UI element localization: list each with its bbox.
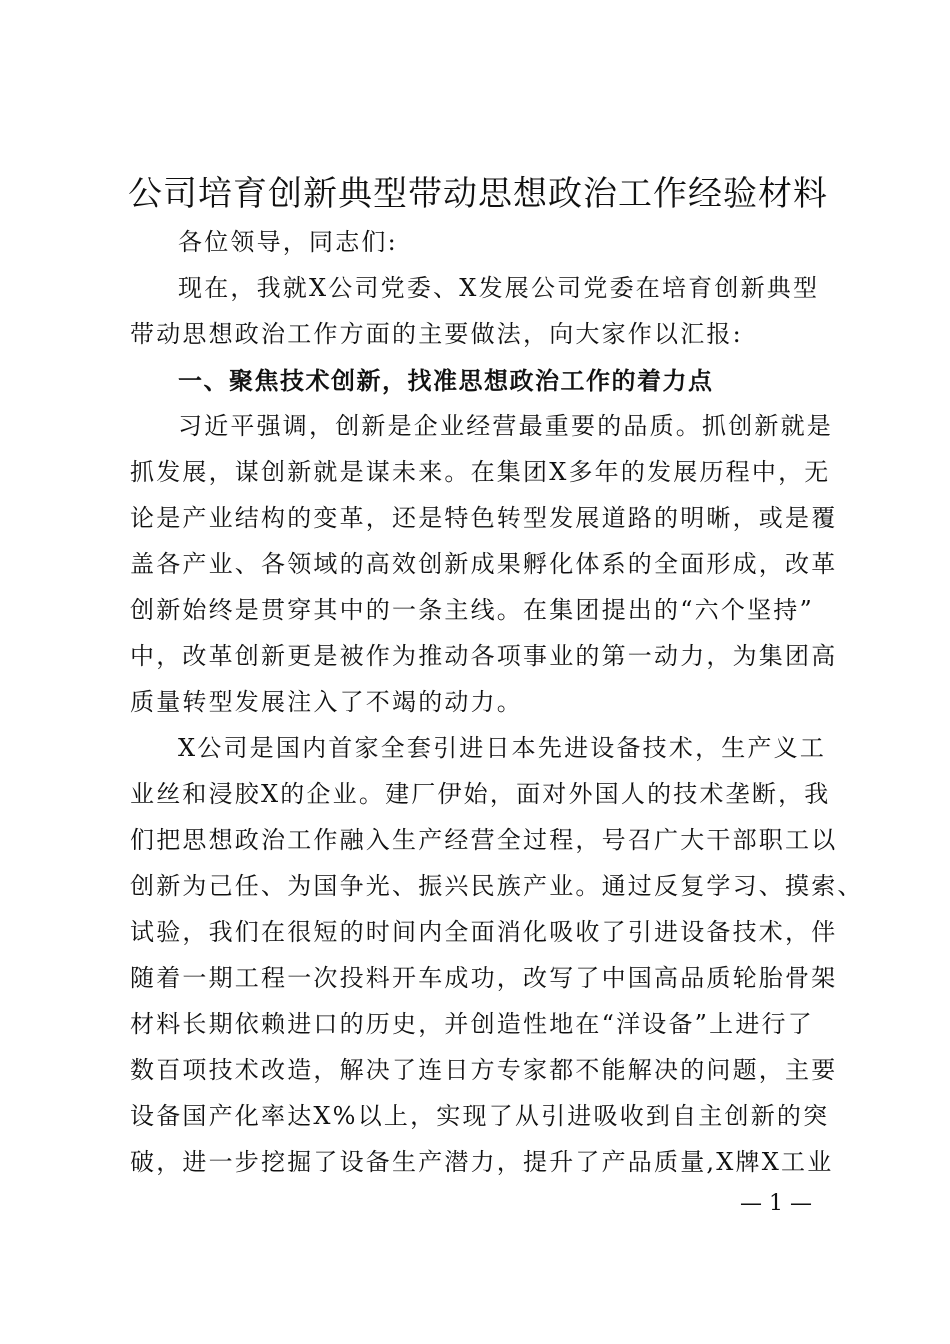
paragraph-line: 们把思想政治工作融入生产经营全过程，号召广大干部职工以 <box>130 826 838 854</box>
page-number: — 1 — <box>740 1191 812 1216</box>
document-title: 公司培育创新典型带动思想政治工作经验材料 <box>128 174 828 214</box>
intro-line: 现在，我就X公司党委、X发展公司党委在培育创新典型 <box>178 274 820 302</box>
paragraph-line: 业丝和浸胶X的企业。建厂伊始，面对外国人的技术垄断，我 <box>130 780 831 808</box>
paragraph-line: 数百项技术改造，解决了连日方专家都不能解决的问题，主要 <box>130 1056 838 1084</box>
paragraph-line: 设备国产化率达X%以上，实现了从引进吸收到自主创新的突 <box>130 1102 830 1130</box>
paragraph-line: 创新始终是贯穿其中的一条主线。在集团提出的“六个坚持” <box>130 596 814 624</box>
paragraph-line: 材料长期依赖进口的历史，并创造性地在“洋设备”上进行了 <box>130 1010 814 1038</box>
section-heading-1: 一、聚焦技术创新，找准思想政治工作的着力点 <box>178 367 714 395</box>
intro-line: 带动思想政治工作方面的主要做法，向大家作以汇报: <box>130 320 743 348</box>
paragraph-line: 破，进一步挖掘了设备生产潜力，提升了产品质量,X牌X工业 <box>130 1148 834 1176</box>
paragraph-line: X公司是国内首家全套引进日本先进设备技术，生产义工 <box>178 734 827 762</box>
paragraph-line: 习近平强调，创新是企业经营最重要的品质。抓创新就是 <box>178 412 833 440</box>
paragraph-line: 盖各产业、各领域的高效创新成果孵化体系的全面形成，改革 <box>130 550 838 578</box>
paragraph-line: 随着一期工程一次投料开车成功，改写了中国高品质轮胎骨架 <box>130 964 838 992</box>
paragraph-line: 创新为己任、为国争光、振兴民族产业。通过反复学习、摸索、 <box>130 872 864 900</box>
paragraph-line: 试验，我们在很短的时间内全面消化吸收了引进设备技术，伴 <box>130 918 838 946</box>
paragraph-line: 抓发展，谋创新就是谋未来。在集团X多年的发展历程中，无 <box>130 458 831 486</box>
salutation: 各位领导，同志们: <box>178 228 398 256</box>
paragraph-line: 中，改革创新更是被作为推动各项事业的第一动力，为集团高 <box>130 642 838 670</box>
paragraph-line: 论是产业结构的变革，还是特色转型发展道路的明晰，或是覆 <box>130 504 838 532</box>
paragraph-line: 质量转型发展注入了不竭的动力。 <box>130 688 523 716</box>
